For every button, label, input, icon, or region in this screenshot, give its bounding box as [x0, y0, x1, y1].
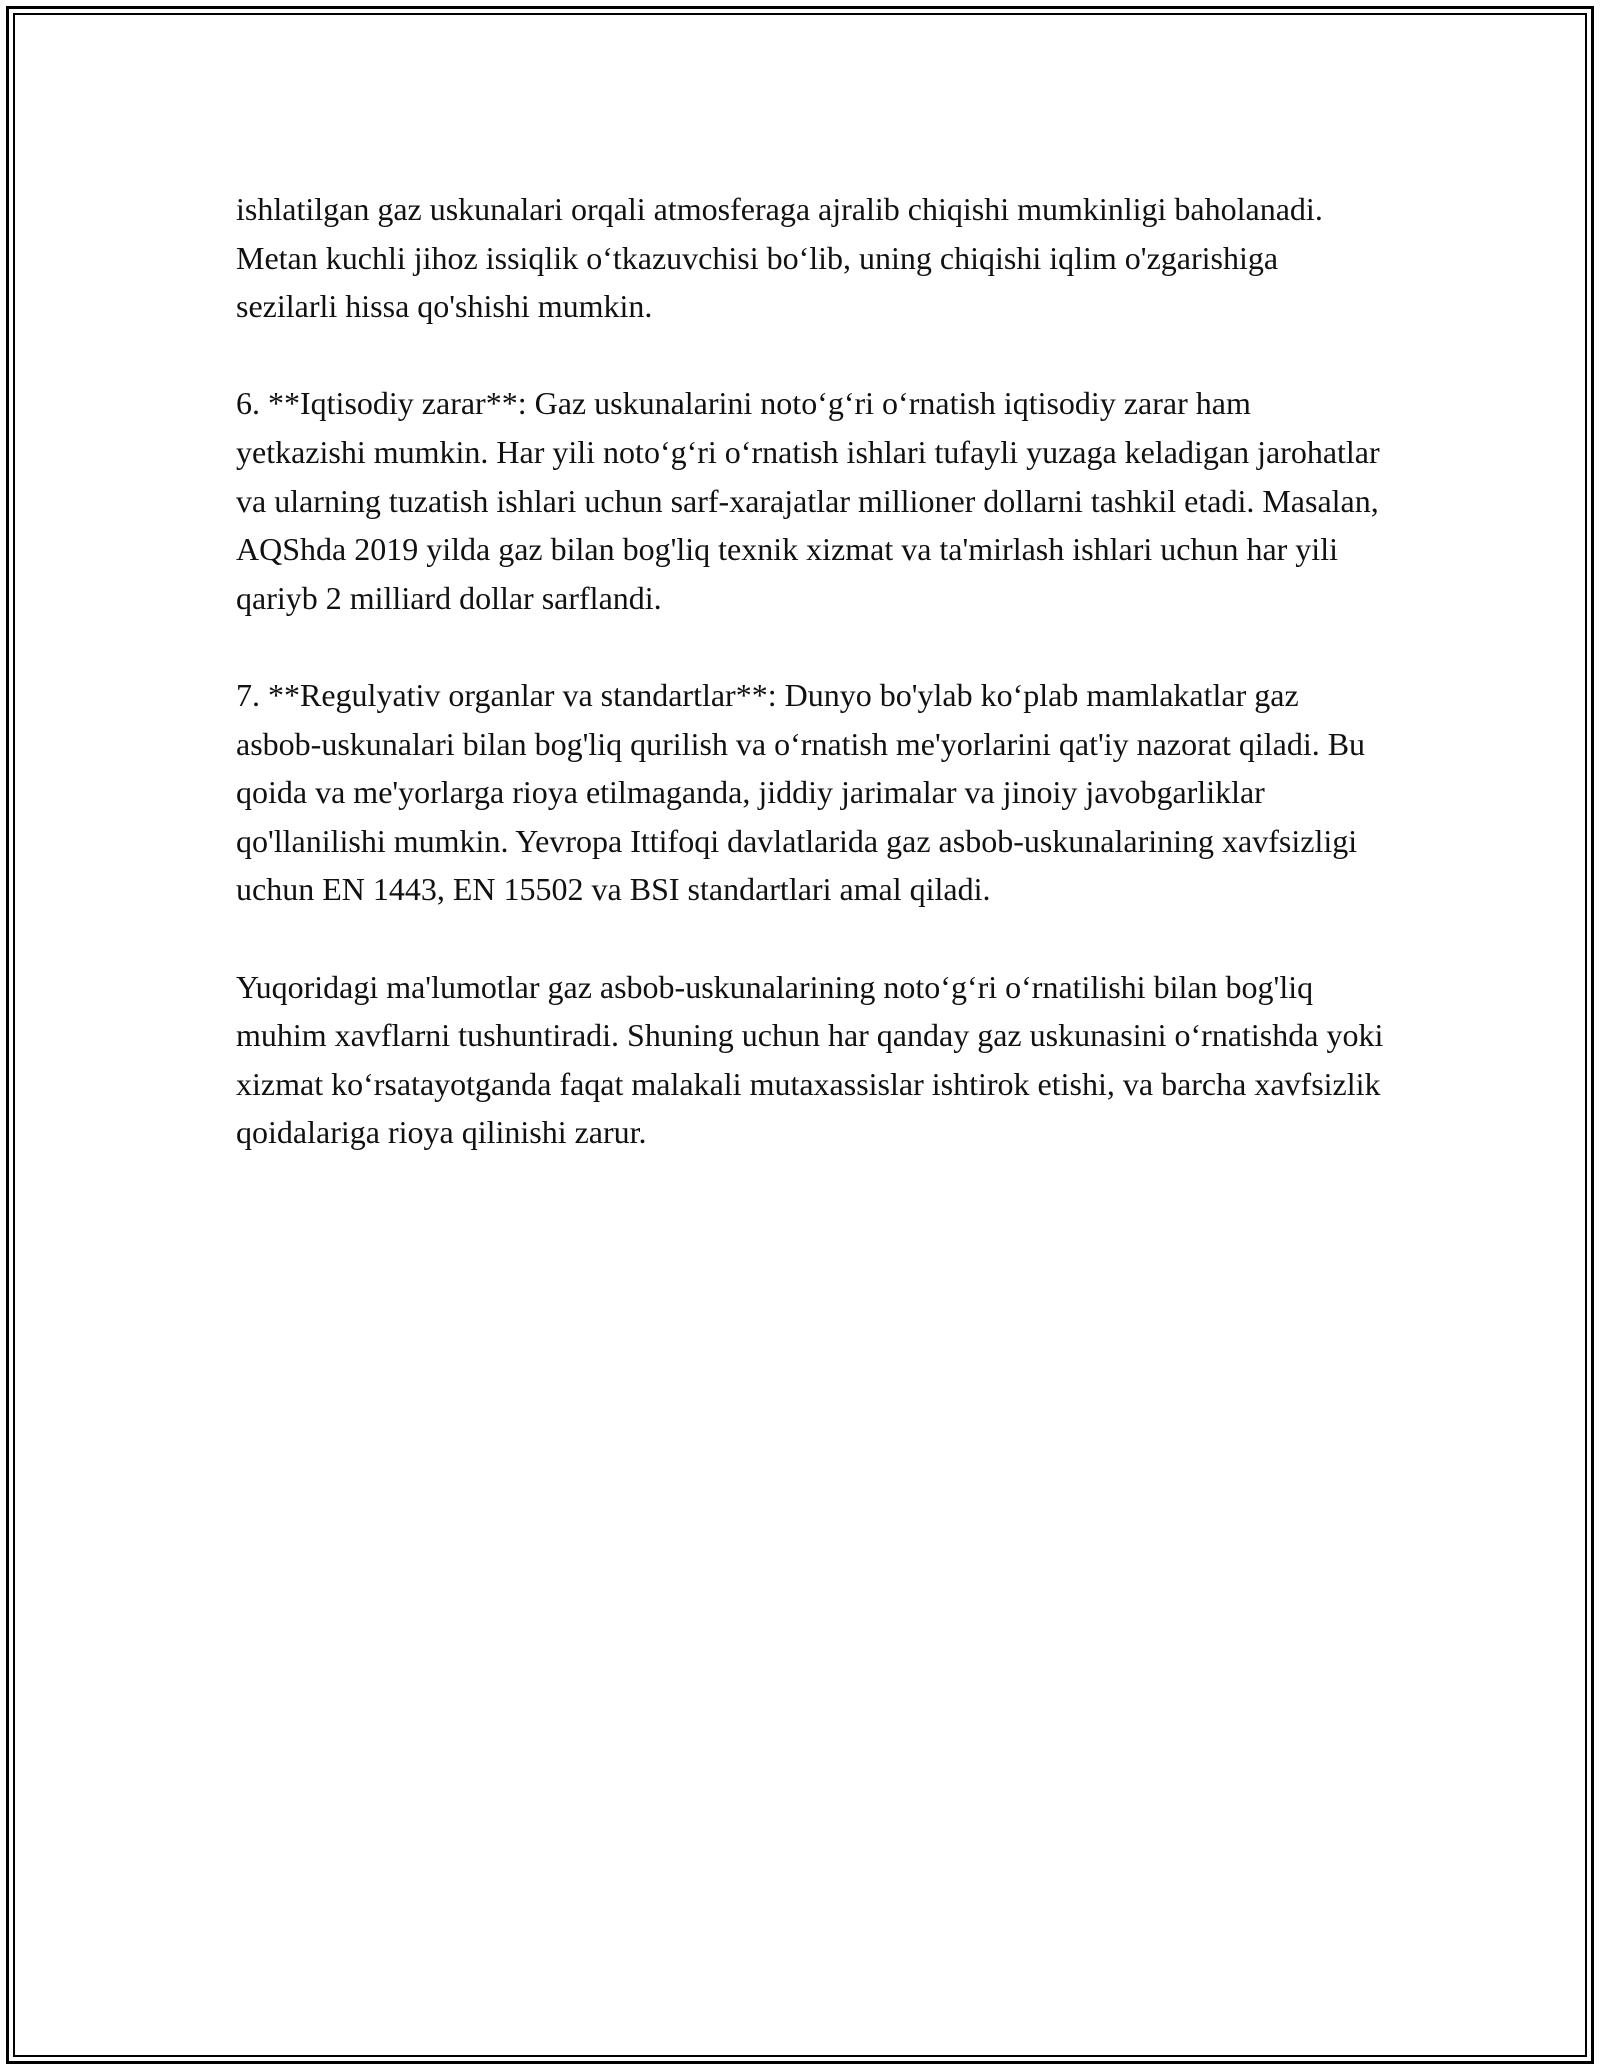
paragraph-conclusion: Yuqoridagi ma'lumotlar gaz asbob-uskunalarining noto‘g‘ri o‘rnatilishi bilan bog'liq muhim xavflarni tushuntiradi. Shuning uchun har qanday gaz uskunasini o‘rnatishda yoki xizmat ko‘rsatayotganda faqat malakali mutaxassislar ishtirok etishi, va barcha xavfsizlik qoidalariga rioya qilinishi zarur.	[236, 968, 1384, 1151]
document-body	[236, 185, 1386, 1157]
paragraph-economic-damage: 6. **Iqtisodiy zarar**: Gaz uskunalarini noto‘g‘ri o‘rnatish iqtisodiy zarar ham yetkazishi mumkin. Har yili noto‘g‘ri o‘rnatish ishlari tufayli yuzaga keladigan jarohatlar va ularning tuzatish ishlari uchun sarf-xarajatlar millioner dollarni tashkil etadi. Masalan, AQShda 2019 yilda gaz bilan bog'liq texnik xizmat va ta'mirlash ishlari uchun har yili qariyb 2 milliard dollar sarflandi.	[236, 385, 1380, 616]
paragraph-regulatory-standards: 7. **Regulyativ organlar va standartlar**: Dunyo bo'ylab ko‘plab mamlakatlar gaz asbob-uskunalari bilan bog'liq qurilish va o‘rnatish me'yorlarini qat'iy nazorat qiladi. Bu qoida va me'yorlarga rioya etilmaganda, jiddiy jarimalar va jinoiy javobgarliklar qo'llanilishi mumkin. Yevropa Ittifoqi davlatlarida gaz asbob-uskunalarining xavfsizligi uchun EN 1443, EN 15502 va BSI standartlari amal qiladi.	[236, 676, 1366, 908]
paragraph-methane-emissions: ishlatilgan gaz uskunalari orqali atmosferaga ajralib chiqishi mumkinligi baholanadi. Metan kuchli jihoz issiqlik o‘tkazuvchisi bo‘lib, uning chiqishi iqlim o'zgarishiga sezilarli hissa qo'shishi mumkin.	[236, 191, 1323, 325]
